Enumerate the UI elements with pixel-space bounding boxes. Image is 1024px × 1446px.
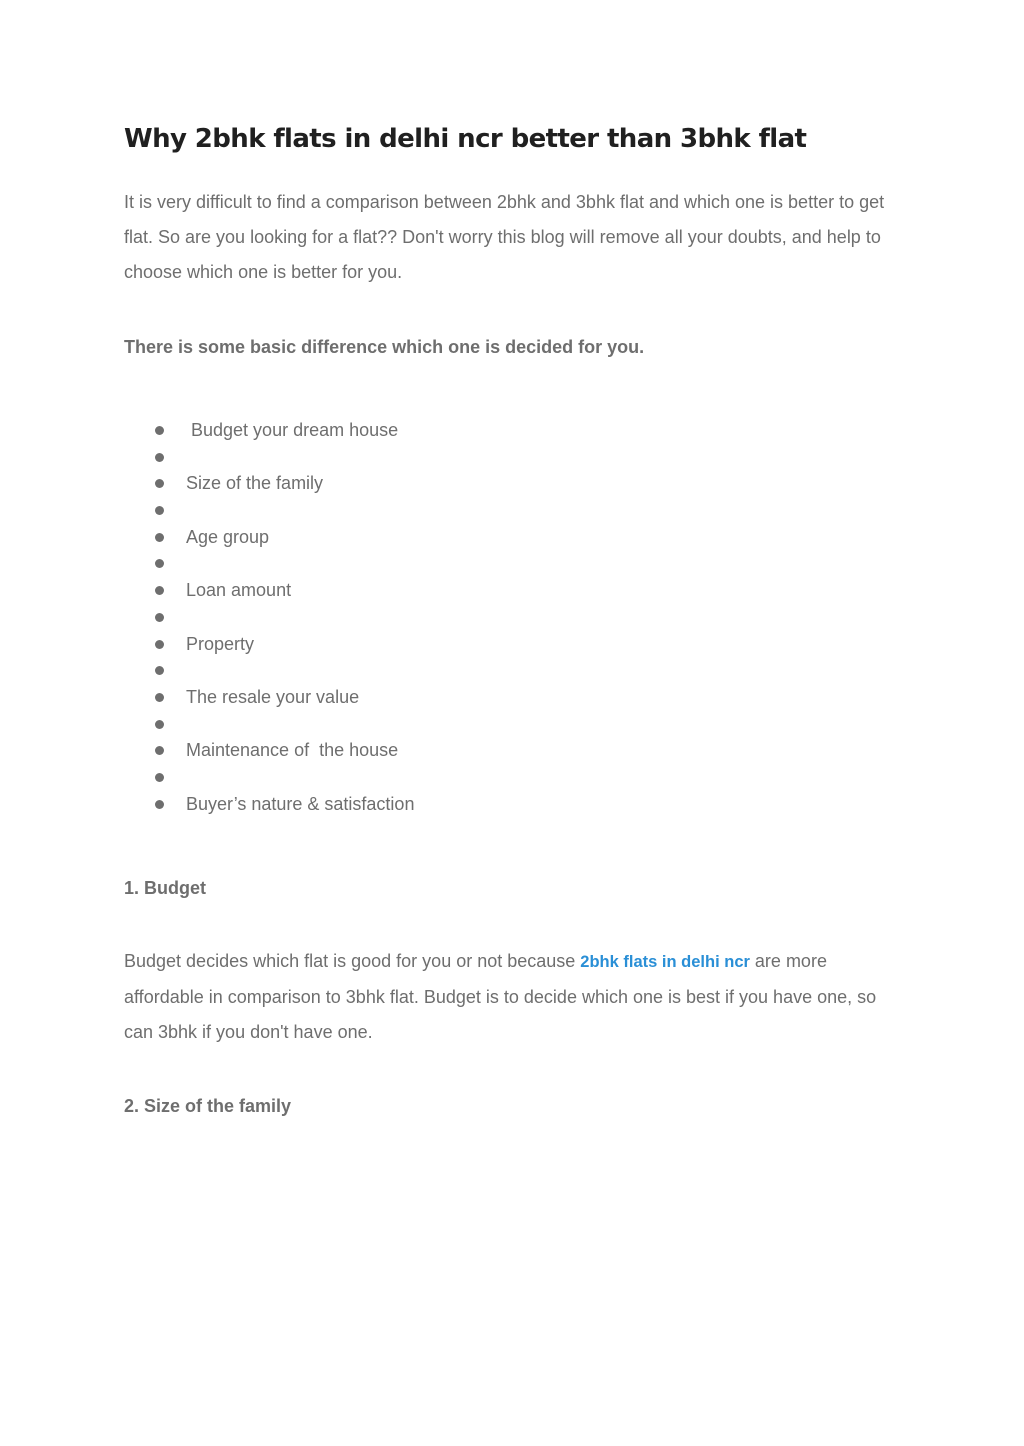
list-item bbox=[124, 497, 414, 524]
list-item bbox=[124, 711, 414, 738]
difference-list bbox=[124, 417, 414, 817]
bullet-icon bbox=[155, 666, 164, 675]
list-item bbox=[124, 684, 414, 711]
lead-statement: There is some basic difference which one is decided for you. bbox=[124, 337, 645, 357]
bullet-icon bbox=[155, 613, 164, 622]
list-item bbox=[124, 604, 414, 631]
intro-paragraph: It is very difficult to find a comparison between 2bhk and 3bhk flat and which one is better to get flat. So are you looking for a flat?? Don't worry this blog will remove all your doubts, and help to choose which one is better for you. bbox=[124, 192, 885, 282]
list-item bbox=[124, 550, 414, 577]
bullet-icon bbox=[155, 800, 164, 809]
list-item-text: Maintenance of the house bbox=[186, 740, 399, 761]
list-item bbox=[124, 524, 414, 551]
budget-text-end: are more affordable in comparison to 3bhk flat. Budget is to decide which one is best if you have one, so can 3bhk if you don't have one. bbox=[124, 951, 877, 1042]
section-heading-family-size: 2. Size of the family bbox=[124, 1096, 292, 1116]
list-item bbox=[124, 417, 414, 444]
list-item bbox=[124, 737, 414, 764]
list-item-text: Budget your dream house bbox=[186, 420, 399, 440]
list-item bbox=[124, 657, 414, 684]
list-item bbox=[124, 631, 414, 658]
list-item-text: Property bbox=[186, 633, 255, 654]
section-heading-budget: 1. Budget bbox=[124, 878, 207, 898]
bullet-icon bbox=[155, 533, 164, 542]
list-item bbox=[124, 470, 414, 497]
list-item-text: Size of the family bbox=[186, 473, 324, 494]
bullet-icon bbox=[155, 746, 164, 755]
bullet-icon bbox=[155, 586, 164, 595]
list-item bbox=[124, 791, 414, 818]
list-item-text: Age group bbox=[186, 526, 270, 547]
list-item bbox=[124, 764, 414, 791]
bullet-icon bbox=[155, 426, 164, 435]
budget-text-start: Budget decides which flat is good for you or not because bbox=[124, 951, 581, 971]
list-item-text: The resale your value bbox=[186, 686, 360, 707]
list-item-text: Buyer’s nature & satisfaction bbox=[186, 793, 415, 814]
bullet-icon bbox=[155, 506, 164, 515]
list-item bbox=[124, 577, 414, 604]
bullet-icon bbox=[155, 453, 164, 462]
list-item bbox=[124, 444, 414, 471]
bullet-icon bbox=[155, 720, 164, 729]
bullet-icon bbox=[155, 693, 164, 702]
bullet-icon bbox=[155, 773, 164, 782]
list-item-text: Loan amount bbox=[186, 580, 292, 601]
bullet-icon bbox=[155, 640, 164, 649]
bullet-icon bbox=[155, 479, 164, 488]
document-title: Why 2bhk flats in delhi ncr better than 3bhk flat bbox=[124, 124, 807, 154]
2bhk-flats-link[interactable]: 2bhk flats in delhi ncr bbox=[580, 953, 750, 971]
bullet-icon bbox=[155, 559, 164, 568]
budget-paragraph bbox=[124, 944, 904, 1050]
